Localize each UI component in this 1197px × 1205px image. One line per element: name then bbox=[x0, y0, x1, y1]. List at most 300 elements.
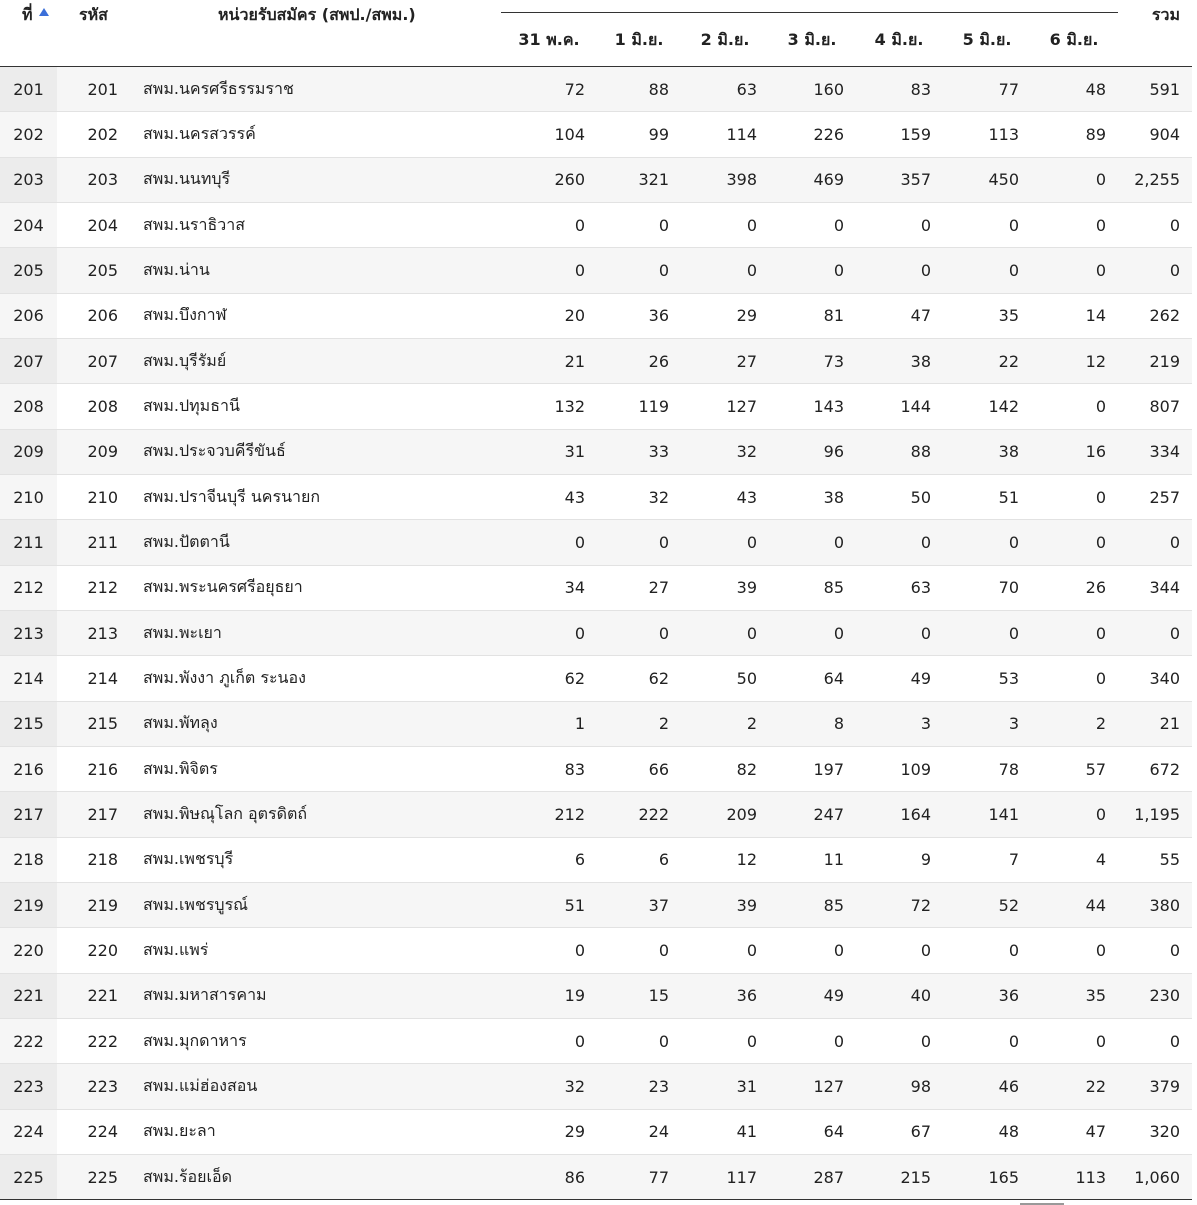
cell-no: 224 bbox=[0, 1110, 57, 1154]
cell-no: 203 bbox=[0, 158, 57, 202]
cell-code: 205 bbox=[87, 260, 118, 280]
cell-daily-count: 143 bbox=[813, 396, 844, 416]
cell-daily-count: 0 bbox=[574, 1031, 585, 1051]
cell-no: 201 bbox=[0, 67, 57, 111]
cell-unit: สพม.นครศรีธรรมราช bbox=[143, 78, 294, 98]
cell-daily-count: 3 bbox=[1008, 714, 1019, 734]
cell-daily-count: 3 bbox=[920, 714, 931, 734]
cell-daily-count: 32 bbox=[564, 1076, 585, 1096]
cell-daily-count: 47 bbox=[910, 306, 931, 326]
header-no-sortable[interactable] bbox=[22, 3, 49, 28]
cell-code: 209 bbox=[87, 442, 118, 462]
cell-daily-count: 109 bbox=[900, 759, 931, 779]
table-row bbox=[0, 294, 1192, 339]
cell-daily-count: 33 bbox=[648, 442, 669, 462]
table-row bbox=[0, 747, 1192, 792]
cell-daily-count: 159 bbox=[900, 124, 931, 144]
cell-daily-count: 0 bbox=[746, 260, 757, 280]
cell-daily-count: 0 bbox=[1008, 940, 1019, 960]
cell-daily-count: 9 bbox=[920, 850, 931, 870]
cell-daily-count: 12 bbox=[736, 850, 757, 870]
cell-daily-count: 49 bbox=[823, 986, 844, 1006]
cell-unit: สพม.แพร่ bbox=[143, 939, 209, 959]
table-row bbox=[0, 1019, 1192, 1064]
cell-no: 219 bbox=[0, 883, 57, 927]
cell-daily-count: 0 bbox=[833, 623, 844, 643]
cell-daily-count: 39 bbox=[736, 895, 757, 915]
cell-total: 672 bbox=[1149, 759, 1180, 779]
cell-daily-count: 0 bbox=[833, 940, 844, 960]
cell-daily-count: 0 bbox=[658, 215, 669, 235]
cell-daily-count: 62 bbox=[564, 668, 585, 688]
cell-daily-count: 44 bbox=[1085, 895, 1106, 915]
cell-daily-count: 64 bbox=[823, 1122, 844, 1142]
cell-daily-count: 0 bbox=[833, 1031, 844, 1051]
cell-daily-count: 67 bbox=[910, 1122, 931, 1142]
cell-daily-count: 83 bbox=[564, 759, 585, 779]
cell-daily-count: 81 bbox=[823, 306, 844, 326]
cell-code: 220 bbox=[87, 940, 118, 960]
cell-daily-count: 53 bbox=[998, 668, 1019, 688]
cell-daily-count: 23 bbox=[648, 1076, 669, 1096]
cell-total: 0 bbox=[1169, 940, 1180, 960]
cell-daily-count: 0 bbox=[1095, 532, 1106, 552]
cell-daily-count: 2 bbox=[746, 714, 757, 734]
cell-daily-count: 114 bbox=[726, 124, 757, 144]
cell-daily-count: 113 bbox=[988, 124, 1019, 144]
cell-daily-count: 0 bbox=[746, 623, 757, 643]
cell-daily-count: 0 bbox=[658, 532, 669, 552]
cell-daily-count: 40 bbox=[910, 986, 931, 1006]
cell-daily-count: 29 bbox=[736, 306, 757, 326]
cell-daily-count: 62 bbox=[648, 668, 669, 688]
cell-daily-count: 31 bbox=[564, 442, 585, 462]
cell-daily-count: 19 bbox=[564, 986, 585, 1006]
cell-daily-count: 0 bbox=[1095, 668, 1106, 688]
cell-daily-count: 36 bbox=[648, 306, 669, 326]
cell-unit: สพม.นครสวรรค์ bbox=[143, 123, 256, 143]
cell-total: 0 bbox=[1169, 623, 1180, 643]
table-row bbox=[0, 611, 1192, 656]
cell-no: 202 bbox=[0, 112, 57, 156]
cell-daily-count: 0 bbox=[1008, 260, 1019, 280]
cell-code: 202 bbox=[87, 124, 118, 144]
cell-daily-count: 36 bbox=[998, 986, 1019, 1006]
cell-daily-count: 27 bbox=[648, 578, 669, 598]
cell-daily-count: 46 bbox=[998, 1076, 1019, 1096]
cell-daily-count: 86 bbox=[564, 1167, 585, 1187]
table-row bbox=[0, 656, 1192, 701]
cell-no: 206 bbox=[0, 294, 57, 338]
cell-daily-count: 22 bbox=[1085, 1076, 1106, 1096]
cell-daily-count: 247 bbox=[813, 804, 844, 824]
cell-daily-count: 22 bbox=[998, 351, 1019, 371]
cell-daily-count: 64 bbox=[823, 668, 844, 688]
cell-daily-count: 0 bbox=[920, 260, 931, 280]
cell-daily-count: 77 bbox=[648, 1167, 669, 1187]
cell-unit: สพม.ร้อยเอ็ด bbox=[143, 1166, 232, 1186]
cell-total: 334 bbox=[1149, 442, 1180, 462]
cell-no: 204 bbox=[0, 203, 57, 247]
table-row bbox=[0, 384, 1192, 429]
cell-unit: สพม.มหาสารคาม bbox=[143, 985, 267, 1005]
cell-daily-count: 31 bbox=[736, 1076, 757, 1096]
cell-daily-count: 85 bbox=[823, 578, 844, 598]
cell-daily-count: 160 bbox=[813, 79, 844, 99]
cell-no: 218 bbox=[0, 838, 57, 882]
cell-daily-count: 41 bbox=[736, 1122, 757, 1142]
cell-daily-count: 38 bbox=[823, 487, 844, 507]
cell-unit: สพม.พังงา ภูเก็ต ระนอง bbox=[143, 667, 306, 687]
cell-no: 215 bbox=[0, 702, 57, 746]
cell-no: 225 bbox=[0, 1155, 57, 1199]
cell-daily-count: 32 bbox=[648, 487, 669, 507]
cell-daily-count: 164 bbox=[900, 804, 931, 824]
cell-daily-count: 15 bbox=[648, 986, 669, 1006]
cell-unit: สพม.ประจวบคีรีขันธ์ bbox=[143, 441, 286, 461]
cell-code: 218 bbox=[87, 850, 118, 870]
cell-daily-count: 24 bbox=[648, 1122, 669, 1142]
cell-no: 217 bbox=[0, 792, 57, 836]
cell-no: 210 bbox=[0, 475, 57, 519]
cell-unit: สพม.มุกดาหาร bbox=[143, 1030, 247, 1050]
header-date: 2 มิ.ย. bbox=[700, 30, 750, 49]
header-date: 4 มิ.ย. bbox=[874, 30, 924, 49]
table-row bbox=[0, 838, 1192, 883]
cell-daily-count: 0 bbox=[1095, 623, 1106, 643]
cell-no: 209 bbox=[0, 430, 57, 474]
cell-code: 207 bbox=[87, 351, 118, 371]
cell-daily-count: 141 bbox=[988, 804, 1019, 824]
table-row bbox=[0, 248, 1192, 293]
date-group-divider bbox=[501, 12, 1118, 13]
cell-code: 210 bbox=[87, 487, 118, 507]
cell-daily-count: 0 bbox=[920, 623, 931, 643]
cell-daily-count: 0 bbox=[746, 1031, 757, 1051]
cell-daily-count: 72 bbox=[910, 895, 931, 915]
cell-daily-count: 0 bbox=[574, 940, 585, 960]
cell-daily-count: 12 bbox=[1085, 351, 1106, 371]
table-row bbox=[0, 974, 1192, 1019]
cell-daily-count: 165 bbox=[988, 1167, 1019, 1187]
cell-daily-count: 0 bbox=[746, 940, 757, 960]
cell-total: 0 bbox=[1169, 215, 1180, 235]
cell-daily-count: 4 bbox=[1095, 850, 1106, 870]
cell-daily-count: 34 bbox=[564, 578, 585, 598]
table-row bbox=[0, 883, 1192, 928]
cell-daily-count: 0 bbox=[1095, 804, 1106, 824]
cell-code: 215 bbox=[87, 714, 118, 734]
table-bottom-border bbox=[0, 1199, 1192, 1200]
cell-daily-count: 39 bbox=[736, 578, 757, 598]
cell-unit: สพม.ปราจีนบุรี นครนายก bbox=[143, 486, 321, 506]
table-row bbox=[0, 566, 1192, 611]
cell-daily-count: 0 bbox=[1095, 170, 1106, 190]
cell-daily-count: 0 bbox=[1008, 532, 1019, 552]
cell-total: 344 bbox=[1149, 578, 1180, 598]
table-row bbox=[0, 1155, 1192, 1200]
cell-daily-count: 0 bbox=[658, 1031, 669, 1051]
cell-code: 222 bbox=[87, 1031, 118, 1051]
cell-daily-count: 2 bbox=[658, 714, 669, 734]
cell-daily-count: 63 bbox=[736, 79, 757, 99]
cell-daily-count: 0 bbox=[833, 215, 844, 235]
cell-daily-count: 8 bbox=[833, 714, 844, 734]
cell-daily-count: 98 bbox=[910, 1076, 931, 1096]
cell-daily-count: 50 bbox=[736, 668, 757, 688]
cell-daily-count: 35 bbox=[998, 306, 1019, 326]
cell-no: 207 bbox=[0, 339, 57, 383]
cell-daily-count: 1 bbox=[574, 714, 585, 734]
cell-code: 219 bbox=[87, 895, 118, 915]
table-body bbox=[0, 67, 1192, 1200]
header-date: 1 มิ.ย. bbox=[614, 30, 664, 49]
cell-daily-count: 38 bbox=[910, 351, 931, 371]
cell-total: 904 bbox=[1149, 124, 1180, 144]
cell-total: 591 bbox=[1149, 79, 1180, 99]
cell-code: 212 bbox=[87, 578, 118, 598]
cell-unit: สพม.นราธิวาส bbox=[143, 214, 245, 234]
cell-total: 380 bbox=[1149, 895, 1180, 915]
cell-unit: สพม.ปัตตานี bbox=[143, 531, 230, 551]
cell-total: 2,255 bbox=[1134, 170, 1180, 190]
cell-total: 379 bbox=[1149, 1076, 1180, 1096]
cell-daily-count: 78 bbox=[998, 759, 1019, 779]
cell-daily-count: 14 bbox=[1085, 306, 1106, 326]
table-row bbox=[0, 1110, 1192, 1155]
cell-daily-count: 450 bbox=[988, 170, 1019, 190]
header-code: รหัส bbox=[79, 5, 108, 24]
cell-daily-count: 260 bbox=[554, 170, 585, 190]
cell-daily-count: 88 bbox=[910, 442, 931, 462]
cell-daily-count: 43 bbox=[564, 487, 585, 507]
cell-daily-count: 21 bbox=[564, 351, 585, 371]
cell-daily-count: 0 bbox=[574, 215, 585, 235]
cell-daily-count: 88 bbox=[648, 79, 669, 99]
cell-unit: สพม.ปทุมธานี bbox=[143, 395, 240, 415]
table-row bbox=[0, 112, 1192, 157]
cell-no: 221 bbox=[0, 974, 57, 1018]
cell-daily-count: 0 bbox=[574, 623, 585, 643]
cell-daily-count: 11 bbox=[823, 850, 844, 870]
cell-daily-count: 0 bbox=[574, 260, 585, 280]
cell-daily-count: 57 bbox=[1085, 759, 1106, 779]
cell-code: 223 bbox=[87, 1076, 118, 1096]
cell-daily-count: 26 bbox=[1085, 578, 1106, 598]
cell-code: 217 bbox=[87, 804, 118, 824]
cell-code: 201 bbox=[87, 79, 118, 99]
cell-daily-count: 83 bbox=[910, 79, 931, 99]
cell-unit: สพม.บึงกาฬ bbox=[143, 305, 227, 325]
cell-daily-count: 77 bbox=[998, 79, 1019, 99]
cell-daily-count: 212 bbox=[554, 804, 585, 824]
cell-daily-count: 16 bbox=[1085, 442, 1106, 462]
cell-daily-count: 0 bbox=[658, 940, 669, 960]
cell-daily-count: 47 bbox=[1085, 1122, 1106, 1142]
cell-no: 214 bbox=[0, 656, 57, 700]
cell-total: 262 bbox=[1149, 306, 1180, 326]
cell-code: 213 bbox=[87, 623, 118, 643]
cell-unit: สพม.ยะลา bbox=[143, 1121, 216, 1141]
table-row bbox=[0, 1064, 1192, 1109]
cell-daily-count: 0 bbox=[658, 260, 669, 280]
cell-code: 214 bbox=[87, 668, 118, 688]
sort-ascending-icon[interactable] bbox=[39, 8, 49, 16]
cell-total: 0 bbox=[1169, 260, 1180, 280]
header-date: 6 มิ.ย. bbox=[1049, 30, 1099, 49]
cell-daily-count: 142 bbox=[988, 396, 1019, 416]
cell-unit: สพม.พิจิตร bbox=[143, 758, 218, 778]
cell-daily-count: 63 bbox=[910, 578, 931, 598]
cell-daily-count: 70 bbox=[998, 578, 1019, 598]
cell-daily-count: 48 bbox=[998, 1122, 1019, 1142]
cell-unit: สพม.พิษณุโลก อุตรดิตถ์ bbox=[143, 803, 308, 823]
cell-daily-count: 113 bbox=[1075, 1167, 1106, 1187]
cell-daily-count: 2 bbox=[1095, 714, 1106, 734]
table-row bbox=[0, 430, 1192, 475]
cell-daily-count: 222 bbox=[638, 804, 669, 824]
cell-code: 206 bbox=[87, 306, 118, 326]
cell-daily-count: 0 bbox=[746, 215, 757, 235]
cell-no: 208 bbox=[0, 384, 57, 428]
cell-no: 211 bbox=[0, 520, 57, 564]
cell-daily-count: 0 bbox=[1008, 1031, 1019, 1051]
cell-daily-count: 0 bbox=[1008, 215, 1019, 235]
cell-daily-count: 52 bbox=[998, 895, 1019, 915]
cell-unit: สพม.เพชรบูรณ์ bbox=[143, 894, 249, 914]
cell-total: 230 bbox=[1149, 986, 1180, 1006]
cell-daily-count: 0 bbox=[920, 532, 931, 552]
cell-total: 257 bbox=[1149, 487, 1180, 507]
cell-daily-count: 0 bbox=[1095, 487, 1106, 507]
cell-no: 213 bbox=[0, 611, 57, 655]
date-column-headers bbox=[501, 28, 1118, 52]
cell-daily-count: 51 bbox=[564, 895, 585, 915]
cell-total: 320 bbox=[1149, 1122, 1180, 1142]
cell-daily-count: 0 bbox=[1095, 940, 1106, 960]
header-date: 3 มิ.ย. bbox=[787, 30, 837, 49]
cell-daily-count: 0 bbox=[920, 940, 931, 960]
cell-daily-count: 197 bbox=[813, 759, 844, 779]
cell-code: 204 bbox=[87, 215, 118, 235]
cell-daily-count: 26 bbox=[648, 351, 669, 371]
cell-unit: สพม.บุรีรัมย์ bbox=[143, 350, 227, 370]
cell-unit: สพม.เพชรบุรี bbox=[143, 849, 234, 869]
cell-daily-count: 51 bbox=[998, 487, 1019, 507]
header-date: 31 พ.ค. bbox=[518, 30, 580, 49]
cell-unit: สพม.น่าน bbox=[143, 259, 210, 279]
cell-daily-count: 0 bbox=[920, 215, 931, 235]
cell-unit: สพม.พัทลุง bbox=[143, 713, 218, 733]
cell-unit: สพม.พะเยา bbox=[143, 622, 222, 642]
cell-no: 222 bbox=[0, 1019, 57, 1063]
cell-daily-count: 7 bbox=[1008, 850, 1019, 870]
cell-daily-count: 209 bbox=[726, 804, 757, 824]
cell-unit: สพม.พระนครศรีอยุธยา bbox=[143, 577, 303, 597]
table-row bbox=[0, 702, 1192, 747]
cell-daily-count: 96 bbox=[823, 442, 844, 462]
cell-daily-count: 0 bbox=[833, 260, 844, 280]
cell-daily-count: 357 bbox=[900, 170, 931, 190]
cell-daily-count: 398 bbox=[726, 170, 757, 190]
cell-no: 212 bbox=[0, 566, 57, 610]
cell-daily-count: 82 bbox=[736, 759, 757, 779]
cell-daily-count: 6 bbox=[574, 850, 585, 870]
cell-daily-count: 73 bbox=[823, 351, 844, 371]
cell-daily-count: 48 bbox=[1085, 79, 1106, 99]
table-row bbox=[0, 520, 1192, 565]
cell-daily-count: 72 bbox=[564, 79, 585, 99]
cell-code: 211 bbox=[87, 532, 118, 552]
header-no-label: ที่ bbox=[22, 5, 33, 24]
cell-total: 0 bbox=[1169, 1031, 1180, 1051]
cell-daily-count: 0 bbox=[1095, 1031, 1106, 1051]
cell-daily-count: 0 bbox=[833, 532, 844, 552]
table-row bbox=[0, 928, 1192, 973]
cell-code: 203 bbox=[87, 170, 118, 190]
cell-daily-count: 117 bbox=[726, 1167, 757, 1187]
table-row bbox=[0, 339, 1192, 384]
cell-daily-count: 226 bbox=[813, 124, 844, 144]
cell-unit: สพม.นนทบุรี bbox=[143, 169, 231, 189]
cell-daily-count: 132 bbox=[554, 396, 585, 416]
cell-daily-count: 27 bbox=[736, 351, 757, 371]
cell-daily-count: 37 bbox=[648, 895, 669, 915]
cell-daily-count: 36 bbox=[736, 986, 757, 1006]
cell-total: 1,195 bbox=[1134, 804, 1180, 824]
cell-total: 21 bbox=[1159, 714, 1180, 734]
cell-daily-count: 99 bbox=[648, 124, 669, 144]
cell-total: 219 bbox=[1149, 351, 1180, 371]
cell-daily-count: 0 bbox=[574, 532, 585, 552]
cell-unit: สพม.แม่ฮ่องสอน bbox=[143, 1075, 258, 1095]
cell-daily-count: 0 bbox=[920, 1031, 931, 1051]
cell-daily-count: 32 bbox=[736, 442, 757, 462]
cell-daily-count: 0 bbox=[746, 532, 757, 552]
cell-total: 807 bbox=[1149, 396, 1180, 416]
cell-code: 208 bbox=[87, 396, 118, 416]
cell-total: 0 bbox=[1169, 532, 1180, 552]
cell-daily-count: 0 bbox=[658, 623, 669, 643]
header-unit: หน่วยรับสมัคร (สพป./สพม.) bbox=[218, 5, 416, 24]
table-row bbox=[0, 203, 1192, 248]
cell-daily-count: 35 bbox=[1085, 986, 1106, 1006]
cell-daily-count: 0 bbox=[1095, 215, 1106, 235]
cell-daily-count: 144 bbox=[900, 396, 931, 416]
cell-code: 225 bbox=[87, 1167, 118, 1187]
cell-daily-count: 321 bbox=[638, 170, 669, 190]
cell-daily-count: 215 bbox=[900, 1167, 931, 1187]
cell-daily-count: 104 bbox=[554, 124, 585, 144]
table-row bbox=[0, 67, 1192, 112]
cell-daily-count: 469 bbox=[813, 170, 844, 190]
table-row bbox=[0, 792, 1192, 837]
cell-total: 1,060 bbox=[1134, 1167, 1180, 1187]
cell-total: 55 bbox=[1159, 850, 1180, 870]
cell-no: 220 bbox=[0, 928, 57, 972]
cell-code: 216 bbox=[87, 759, 118, 779]
cell-daily-count: 50 bbox=[910, 487, 931, 507]
cell-daily-count: 0 bbox=[1095, 260, 1106, 280]
cell-daily-count: 89 bbox=[1085, 124, 1106, 144]
cell-code: 224 bbox=[87, 1122, 118, 1142]
cell-daily-count: 127 bbox=[726, 396, 757, 416]
cell-daily-count: 6 bbox=[658, 850, 669, 870]
cell-total: 340 bbox=[1149, 668, 1180, 688]
cell-no: 216 bbox=[0, 747, 57, 791]
cell-daily-count: 119 bbox=[638, 396, 669, 416]
table-row bbox=[0, 158, 1192, 203]
